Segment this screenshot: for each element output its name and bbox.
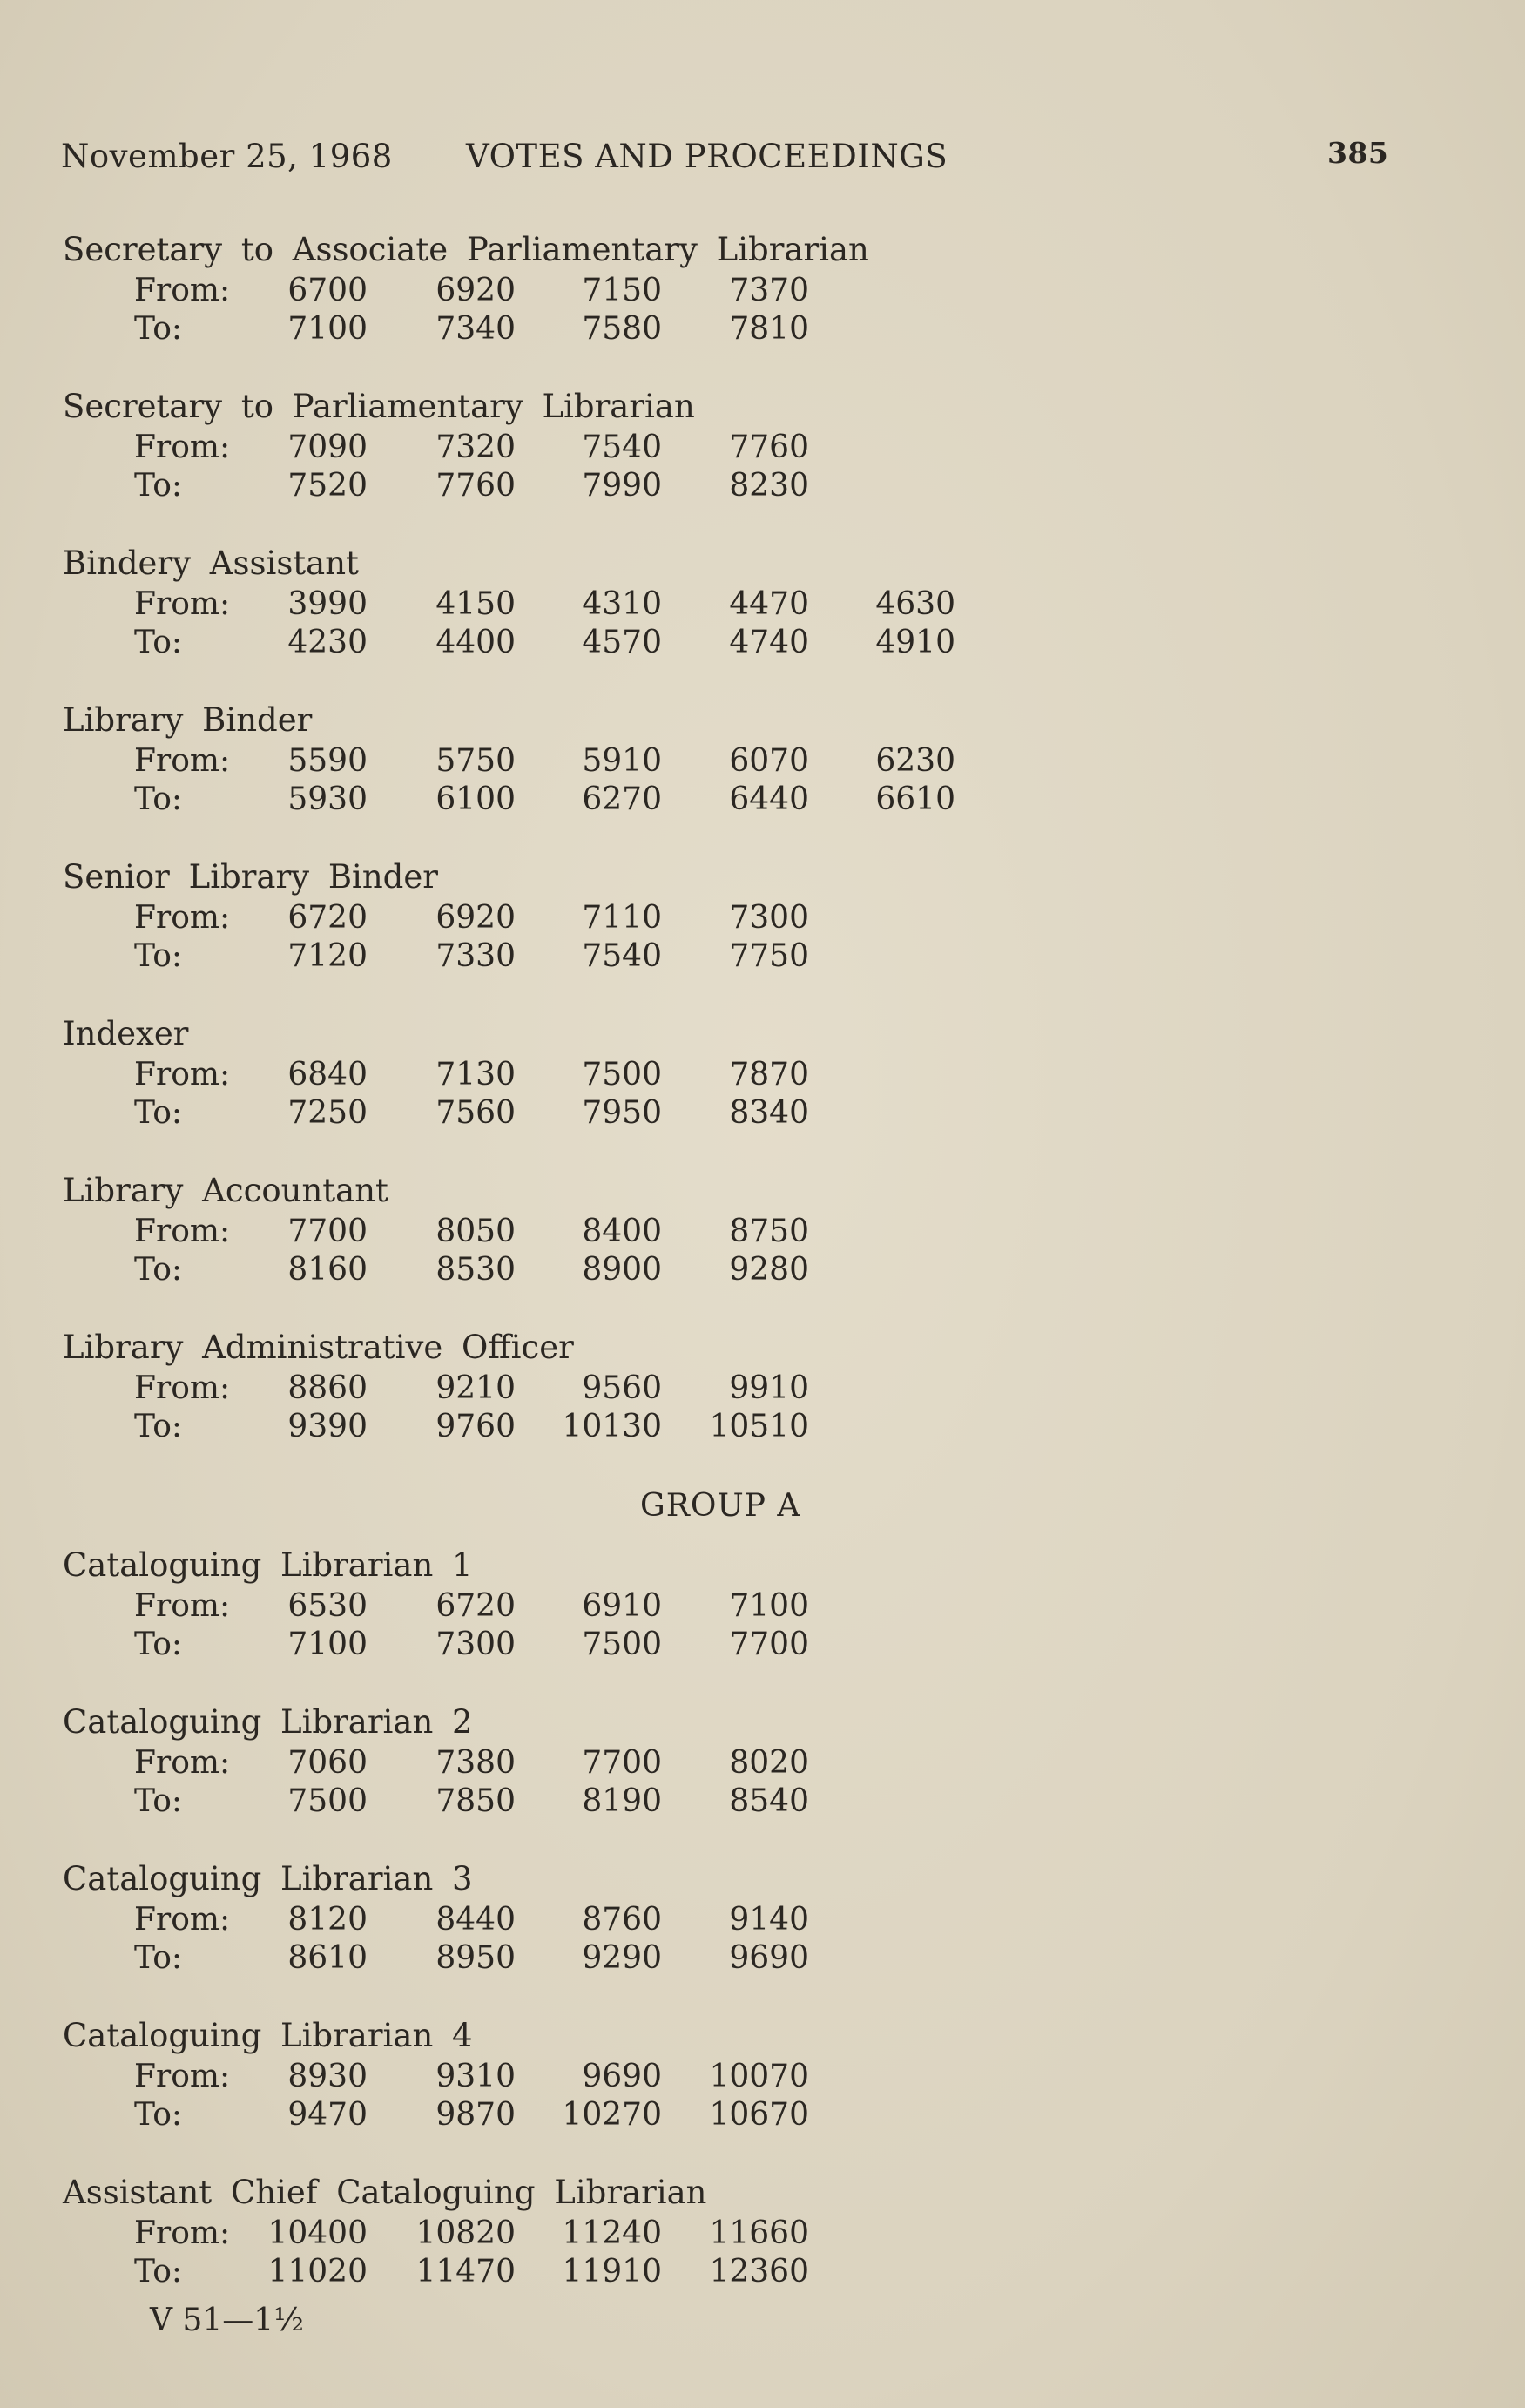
salary-value: 7100 [287,311,368,347]
to-label: To: [134,625,183,660]
from-row [63,1901,1195,1939]
section-title: Cataloguing Librarian 2 [63,1703,473,1741]
salary-section [63,856,1195,976]
salary-value: 7120 [287,938,368,974]
salary-section [63,1012,1195,1133]
salary-value: 12360 [709,2254,809,2290]
to-row [63,2253,1195,2291]
salary-section [63,228,1195,348]
salary-value: 7250 [287,1095,368,1131]
from-label: From: [134,1370,231,1406]
from-row [63,1370,1195,1408]
salary-value: 7130 [435,1057,516,1092]
section-title: Cataloguing Librarian 4 [63,2017,473,2054]
to-label: To: [134,1095,183,1131]
salary-value: 11240 [562,2215,662,2251]
to-row [63,1626,1195,1664]
from-label: From: [134,743,231,779]
to-label: To: [134,1627,183,1662]
salary-value: 11660 [709,2215,809,2251]
salary-value: 6100 [435,781,516,817]
to-label: To: [134,468,183,504]
salary-value: 7340 [435,311,516,347]
salary-value: 8020 [729,1745,809,1781]
salary-value: 7370 [729,273,809,308]
section-title: Cataloguing Librarian 3 [63,1860,473,1897]
from-label: From: [134,1745,231,1781]
from-row [63,742,1195,781]
salary-value: 7380 [435,1745,516,1781]
from-row [63,1744,1195,1782]
to-label: To: [134,1409,183,1444]
salary-value: 8120 [287,1902,368,1938]
salary-value: 10510 [709,1409,809,1444]
to-row [63,1408,1195,1446]
salary-value: 8540 [729,1783,809,1819]
section-title: Assistant Chief Cataloguing Librarian [63,2174,707,2211]
salary-value: 7760 [729,430,809,465]
page-number: 385 [1327,136,1389,170]
salary-value: 7060 [287,1745,368,1781]
salary-value: 8190 [582,1783,662,1819]
salary-value: 6070 [729,743,809,779]
from-label: From: [134,586,231,622]
from-label: From: [134,1902,231,1938]
from-row [63,272,1195,310]
salary-value: 7870 [729,1057,809,1092]
section-title: Secretary to Associate Parliamentary Librarian [63,231,869,268]
salary-value: 8440 [435,1902,516,1938]
salary-value: 8050 [435,1214,516,1249]
salary-value: 7090 [287,430,368,465]
section-title: Senior Library Binder [63,858,438,896]
salary-value: 6720 [435,1588,516,1624]
salary-value: 9560 [582,1370,662,1406]
from-label: From: [134,900,231,936]
to-row [63,937,1195,976]
salary-value: 5750 [435,743,516,779]
salary-section [63,699,1195,819]
to-label: To: [134,781,183,817]
salary-value: 9280 [729,1252,809,1288]
salary-value: 7500 [287,1783,368,1819]
to-row [63,1782,1195,1821]
salary-value: 8900 [582,1252,662,1288]
salary-value: 9760 [435,1409,516,1444]
salary-value: 7500 [582,1057,662,1092]
section-title: Library Administrative Officer [63,1329,574,1366]
salary-value: 4310 [582,586,662,622]
to-label: To: [134,2097,183,2133]
salary-value: 6270 [582,781,662,817]
from-label: From: [134,2059,231,2094]
salary-value: 9310 [435,2059,516,2094]
salary-value: 6610 [875,781,955,817]
from-label: From: [134,273,231,308]
to-row [63,1094,1195,1133]
to-row [63,467,1195,505]
salary-value: 6530 [287,1588,368,1624]
from-label: From: [134,2215,231,2251]
salary-value: 7110 [582,900,662,936]
salary-value: 8530 [435,1252,516,1288]
to-label: To: [134,938,183,974]
salary-value: 6720 [287,900,368,936]
salary-section [63,542,1195,662]
to-row [63,310,1195,348]
to-label: To: [134,1252,183,1288]
section-title: Library Accountant [63,1172,388,1209]
salary-value: 7580 [582,311,662,347]
from-row [63,585,1195,624]
to-label: To: [134,1940,183,1976]
salary-value: 6920 [435,273,516,308]
salary-value: 7810 [729,311,809,347]
salary-value: 7330 [435,938,516,974]
salary-value: 10400 [267,2215,368,2251]
to-row [63,1939,1195,1978]
salary-value: 7100 [287,1627,368,1662]
salary-value: 11020 [267,2254,368,2290]
salary-value: 8930 [287,2059,368,2094]
salary-value: 7700 [582,1745,662,1781]
salary-value: 4740 [729,625,809,660]
salary-value: 7540 [582,430,662,465]
salary-value: 4230 [287,625,368,660]
salary-value: 7700 [287,1214,368,1249]
salary-value: 7300 [729,900,809,936]
salary-value: 3990 [287,586,368,622]
salary-value: 6700 [287,273,368,308]
from-label: From: [134,1057,231,1092]
salary-value: 9690 [729,1940,809,1976]
salary-value: 8340 [729,1095,809,1131]
to-row [63,2096,1195,2134]
to-label: To: [134,1783,183,1819]
salary-section [63,2171,1195,2291]
salary-value: 6230 [875,743,955,779]
salary-value: 4400 [435,625,516,660]
salary-value: 5930 [287,781,368,817]
salary-value: 9870 [435,2097,516,2133]
salary-value: 7540 [582,938,662,974]
salary-value: 5910 [582,743,662,779]
to-label: To: [134,2254,183,2290]
salary-value: 7760 [435,468,516,504]
from-label: From: [134,430,231,465]
salary-value: 9210 [435,1370,516,1406]
salary-value: 7520 [287,468,368,504]
to-row [63,1251,1195,1289]
section-title: Library Binder [63,701,313,739]
salary-value: 8760 [582,1902,662,1938]
salary-value: 10270 [562,2097,662,2133]
salary-value: 8400 [582,1214,662,1249]
salary-section [63,2014,1195,2134]
salary-value: 6920 [435,900,516,936]
from-row [63,2215,1195,2253]
salary-value: 9390 [287,1409,368,1444]
salary-value: 4630 [875,586,955,622]
salary-section [63,1857,1195,1978]
section-title: Bindery Assistant [63,545,359,582]
salary-value: 7150 [582,273,662,308]
salary-value: 10070 [709,2059,809,2094]
salary-value: 7850 [435,1783,516,1819]
salary-section [63,1701,1195,1821]
salary-section [63,1169,1195,1289]
header-date: November 25, 1968 [61,138,393,175]
salary-value: 9690 [582,2059,662,2094]
salary-value: 4470 [729,586,809,622]
salary-value: 9910 [729,1370,809,1406]
salary-value: 8160 [287,1252,368,1288]
salary-value: 10820 [415,2215,516,2251]
salary-value: 7320 [435,430,516,465]
salary-value: 8610 [287,1940,368,1976]
from-row [63,2058,1195,2096]
footer-signature: V 51—1½ [150,2303,305,2338]
salary-value: 8950 [435,1940,516,1976]
salary-value: 7990 [582,468,662,504]
from-row [63,1213,1195,1251]
salary-value: 8750 [729,1214,809,1249]
salary-value: 6840 [287,1057,368,1092]
salary-value: 9140 [729,1902,809,1938]
salary-value: 6440 [729,781,809,817]
to-label: To: [134,311,183,347]
salary-value: 4150 [435,586,516,622]
header-title: VOTES AND PROCEEDINGS [466,138,948,175]
from-row [63,899,1195,937]
salary-value: 7100 [729,1588,809,1624]
salary-section [63,385,1195,505]
from-row [63,1056,1195,1094]
group-heading: GROUP A [640,1488,801,1524]
salary-value: 7560 [435,1095,516,1131]
salary-value: 9470 [287,2097,368,2133]
salary-value: 9290 [582,1940,662,1976]
to-row [63,781,1195,819]
salary-value: 11910 [562,2254,662,2290]
from-row [63,1587,1195,1626]
from-label: From: [134,1588,231,1624]
salary-value: 4910 [875,625,955,660]
salary-value: 5590 [287,743,368,779]
salary-value: 8860 [287,1370,368,1406]
section-title: Secretary to Parliamentary Librarian [63,388,695,425]
salary-value: 10130 [562,1409,662,1444]
salary-section [63,1544,1195,1664]
salary-value: 8230 [729,468,809,504]
salary-value: 10670 [709,2097,809,2133]
salary-value: 4570 [582,625,662,660]
salary-value: 11470 [415,2254,516,2290]
from-label: From: [134,1214,231,1249]
salary-value: 6910 [582,1588,662,1624]
salary-value: 7300 [435,1627,516,1662]
salary-value: 7700 [729,1627,809,1662]
to-row [63,624,1195,662]
section-title: Indexer [63,1015,189,1052]
from-row [63,429,1195,467]
section-title: Cataloguing Librarian 1 [63,1546,473,1584]
salary-value: 7950 [582,1095,662,1131]
salary-section [63,1326,1195,1446]
salary-value: 7500 [582,1627,662,1662]
salary-value: 7750 [729,938,809,974]
